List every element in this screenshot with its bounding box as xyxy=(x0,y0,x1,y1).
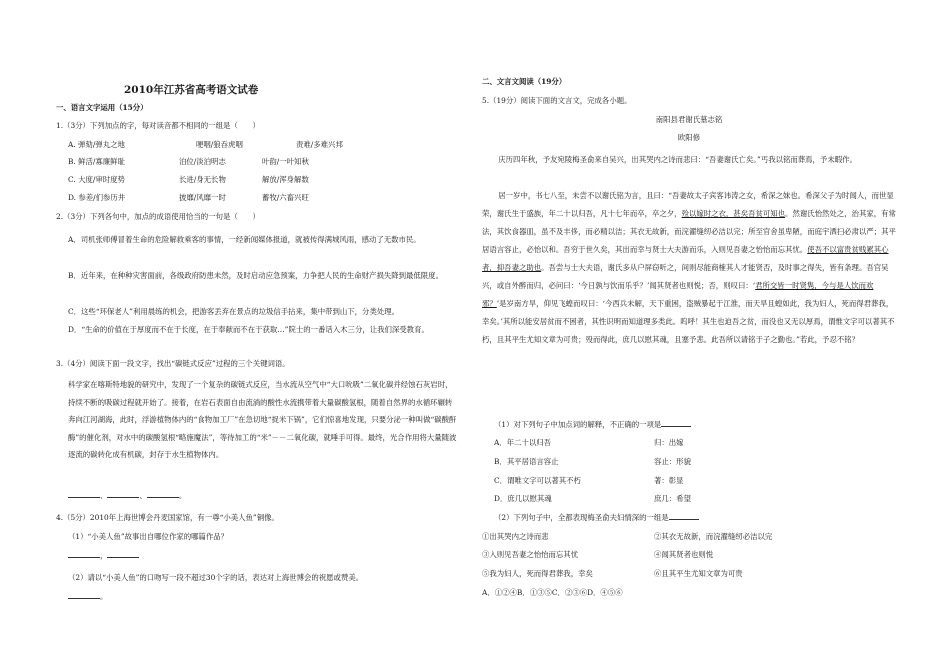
p2-underline-1: 殓以嫁时之衣，甚矣吾贫可知也 xyxy=(681,209,786,218)
q1-stem: 1.（3分）下列加点的字，每对读音都不相同的一组是（ ） xyxy=(56,121,260,130)
q1-a-1: A. 弹劾/弹丸之地 xyxy=(68,140,125,149)
q4-end: 。 xyxy=(100,592,108,601)
p2-part-c: 。吾尝与士大夫语，谢氏多从户屏窃听之，间则尽能商榷其人才能贤否，及时事之得失，皆有条理。吾官吴兴，或自外醉而归，必问曰：‘今日孰与饮而乐乎？’闻其贤者也则悦；否，则叹曰：‘ xyxy=(482,263,889,290)
essay-paragraph-2 xyxy=(482,187,896,349)
sub1-a-gloss: 归：出嫁 xyxy=(654,438,684,447)
section-1-heading: 一、语言文字运用（15分） xyxy=(56,103,148,112)
q3-end: 。 xyxy=(178,491,187,500)
essay-author: 欧阳修 xyxy=(677,133,701,142)
p2-underline-3: 君所交皆一时贤隽，今与是人饮而欢邪？ xyxy=(482,281,874,308)
sub2-choices: A．①②④B．①③⑤C．②③⑥D．④⑤⑥ xyxy=(482,588,623,597)
q3-sep-1: 、 xyxy=(100,491,108,500)
q4-stem: 4.（5分）2010年上海世博会丹麦国家馆，有一尊“小美人鱼”铜像。 xyxy=(56,513,279,522)
sub1-b-text: B．其平居语言容止 xyxy=(494,457,559,466)
sub2-item-1: ①出其哭内之诗而悲 xyxy=(482,532,549,541)
sub1-c-text: C．谓唯文字可以著其不朽 xyxy=(494,476,581,485)
page-title: 2010年江苏省高考语文试卷 xyxy=(124,84,259,96)
q1-a-3: 责难/多难兴邦 xyxy=(296,140,343,149)
sub1-a-text: A．年二十以归吾 xyxy=(494,438,552,447)
q3-blank-3[interactable] xyxy=(147,497,179,498)
q2-option-b: B．近年来，在种种灾害面前，各级政府防患未然，及时启动应急预案，力争把人民的生命财产损失降到最低限度。 xyxy=(68,271,443,280)
sub2-item-3: ③入则见吾妻之怡怡而忘其忧 xyxy=(482,550,579,559)
sub1-question xyxy=(494,420,691,430)
q3-passage: 科学家在喀斯特地貌的研究中，发现了一个复杂的碳链式反应，当水流从空气中“大口吮吸”二氧化碳并经蚀石灰岩时，持续不断的吸碳过程就开始了。接着，在岩石表面自由流淌的酸性水流携带着大量碳酸氢根，随着自然界的水循环辗转奔向江河湖海，此时，浮游植物体内的“食物加工厂”在急切地“捉米下锅”，它们惊喜地发现，只要分泌一种叫做“碳酸酐酶”的催化剂，对水中的碳酸氢根“略施魔法”，等待加工的“米”－－二氧化碳，就唾手可得。最终，光合作用将大量随波逐流的碳转化成有机碳，封存于水生植物体内。 xyxy=(68,380,457,459)
sub2-question xyxy=(494,513,699,523)
q1-c-3: 解放/浑身解数 xyxy=(262,175,309,184)
section-2-heading: 二、文言文阅读（19分） xyxy=(482,77,567,86)
q2-option-c: C．这些“环保老人”利用晨练的机会，把游客丢弃在景点的垃圾信手拈来，集中带到山下，分类处理。 xyxy=(68,307,400,316)
q3-sep-2: 、 xyxy=(139,491,147,500)
sub1-d-text: D．庶几以慰其魂 xyxy=(494,494,552,503)
q2-stem: 2.（3分）下列各句中，加点的成语使用恰当的一句是（ ） xyxy=(56,212,260,221)
q1-d-3: 蓄牧/六畜兴旺 xyxy=(262,193,309,202)
sub1-d-gloss: 庶几：希望 xyxy=(654,494,691,503)
q4-blank-3[interactable] xyxy=(68,598,100,599)
p2-underline-2: 使吾不以富贵贫贱累其心者，抑吾妻之助也 xyxy=(482,245,889,272)
q1-b-3: 叶韵/一叶知秋 xyxy=(262,157,309,166)
q2-option-d: D．“生命的价值在于厚度而不在于长度，在于奉献而不在于获取…”院士的一番话入木三分，让我们深受教育。 xyxy=(68,325,429,334)
sub2-stem: （2）下列句子中，全都表现梅圣俞夫妇情深的一组是 xyxy=(494,513,669,522)
q4-sub2: （2）请以“小美人鱼”的口吻写一段不超过30个字的话，表达对上海世博会的祝愿或赞美。 xyxy=(68,573,364,582)
essay-paragraph-1: 庆历四年秋，予友宛陵梅圣俞来自吴兴，出其哭内之诗而悲曰：“吾妻谢氏亡矣。”丐我以铭而葬焉，予未暇作。 xyxy=(498,155,857,164)
sub1-b-gloss: 容止：形貌 xyxy=(654,457,691,466)
p2-part-b: 。然谢氏怡然处之，治其家，有常法，其饮食器皿，虽不及丰侈，而必精以洁；其衣无故新，而浣濯缝纫必洁以完；所至官舍虽卑陋，而庭宇洒扫必肃以严；其平居语言容止，必怡以和。吾穷于世久矣，其出而幸与贤士大夫游而乐，入则见吾妻之怡怡而忘其忧。 xyxy=(482,209,896,254)
q3-blank-1[interactable] xyxy=(68,497,100,498)
q1-c-1: C. 大度/审时度势 xyxy=(68,175,125,184)
sub2-item-4: ④闻其贤者也则悦 xyxy=(654,550,714,559)
sub2-item-6: ⑥且其平生尤知文章为可贵 xyxy=(654,569,743,578)
q3-answer-blanks xyxy=(68,491,186,501)
p2-part-d: ’是岁南方旱，仰见飞蝗而叹曰：‘今西兵未解，天下重困，盗贼暴起于江淮，而天旱且蝗如此，我为妇人，死而得君葬我，幸矣。’其所以能安居贫而不困者，其性识明而知道理多类此。呜呼！其生也迫吾之贫，而没也又无以厚焉，谓惟文字可以著其不朽，且其平生尤知文章为可贵；殁而得此，庶几以慰其魂，且塞予悲。此吾所以请铭于子之勤也。”若此，予忍不铭？ xyxy=(482,299,895,344)
p2-part-a: 居一岁中，书七八至，未尝不以谢氏铭为言，且曰：“吾妻故太子宾客讳涛之女，希深之妹也。希深父子为时闻人，而世显荣，谢氏生于盛族，年二十以归吾，凡十七年而卒，卒之夕， xyxy=(482,191,894,218)
essay-title: 南阳县君谢氏墓志铭 xyxy=(655,115,723,124)
q3-blank-2[interactable] xyxy=(107,497,139,498)
q4-blank-1[interactable] xyxy=(68,557,100,558)
q1-c-2: 长进/身无长物 xyxy=(179,175,226,184)
q3-stem: 3.（4分）阅读下面一段文字，找出“碳链式反应”过程的三个关键词语。 xyxy=(56,359,290,368)
sub1-blank[interactable] xyxy=(661,426,691,427)
sub2-blank[interactable] xyxy=(669,519,699,520)
q1-b-1: B. 鲜活/寡廉鲜耻 xyxy=(68,157,125,166)
q4-sep: ， xyxy=(100,551,108,560)
q4-blank-2[interactable] xyxy=(107,557,139,558)
q4-sub2-answer xyxy=(68,592,107,602)
q1-d-2: 披靡/风靡一时 xyxy=(179,193,226,202)
q2-option-a: A．司机张师傅冒着生命的危险解救乘客的事情，一经新闻媒体报道，就被传得满城风雨，感动了无数市民。 xyxy=(68,235,421,244)
sub1-stem: （1）对下列句子中加点词的解释，不正确的一项是 xyxy=(494,420,662,429)
sub1-c-gloss: 著：彰显 xyxy=(654,476,684,485)
sub2-item-5: ⑤我为妇人，死而得君葬我，幸矣 xyxy=(482,569,593,578)
q4-sub1-answer xyxy=(68,551,139,561)
sub2-item-2: ②其衣无故新，而浣濯缝纫必洁以完 xyxy=(654,532,773,541)
q5-stem: 5.（19分）阅读下面的文言文，完成各小题。 xyxy=(482,96,632,105)
q1-b-2: 泊位/淡泊明志 xyxy=(179,157,226,166)
q4-sub1: （1）“小美人鱼”故事出自哪位作家的哪篇作品？ xyxy=(68,532,229,541)
q1-a-2: 哽咽/狼吞虎咽 xyxy=(196,140,243,149)
q1-d-1: D. 参差/们参历井 xyxy=(68,193,126,202)
